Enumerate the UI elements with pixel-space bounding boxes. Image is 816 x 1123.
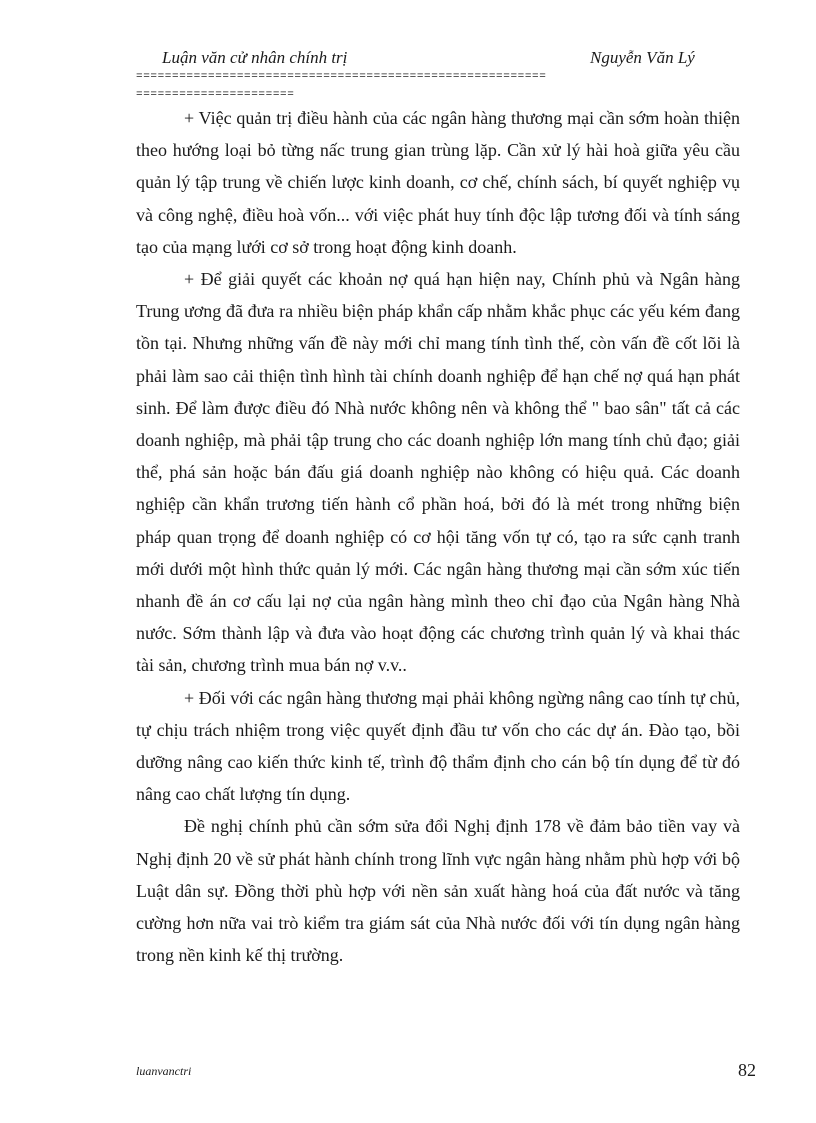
page-footer	[136, 1060, 756, 1084]
header-title: Luận văn cử nhân chính trị	[162, 48, 348, 67]
page-number: 82	[738, 1060, 756, 1080]
paragraph-recommendation: Đề nghị chính phủ cần sớm sửa đổi Nghị định 178 về đảm bảo tiền vay và Nghị định 20 về sử phát hành chính trong lĩnh vực ngân hàng nhằm phù hợp với bộ Luật dân sự. Đồng thời phù hợp với nền sản xuất hàng hoá của đất nước và tăng cường hơn nữa vai trò kiểm tra giám sát của Nhà nước đối với tín dụng ngân hàng trong nền kinh kế thị trường.	[136, 816, 740, 966]
header-divider-line-2: ======================	[136, 89, 295, 101]
paragraph-overdue-debt: + Để giải quyết các khoản nợ quá hạn hiện nay, Chính phủ và Ngân hàng Trung ương đã đưa ra nhiều biện pháp khẩn cấp nhằm khắc phục các yếu kém đang tồn tại. Nhưng những vấn đề này mới chỉ mang tính tình thế, còn vấn đề cốt lõi là phải làm sao cải thiện tình hình tài chính doanh nghiệp để hạn chế nợ quá hạn phát sinh. Để làm được điều đó Nhà nước không nên và không thể " bao sân" tất cả các doanh nghiệp, mà phải tập trung cho các doanh nghiệp lớn mang tính chủ đạo; giải thể, phá sản hoặc bán đấu giá doanh nghiệp nào không có hiệu quả. Các doanh nghiệp cần khẩn trương tiến hành cổ phần hoá, bởi đó là mét trong những biện pháp quan trọng để doanh nghiệp có cơ hội tăng vốn tự có, tạo ra sức cạnh tranh mới dưới một hình thức quản lý mới. Các ngân hàng thương mại cần sớm xúc tiến nhanh đề án cơ cấu lại nợ của ngân hàng mình theo chỉ đạo của Ngân hàng Nhà nước. Sớm thành lập và đưa vào hoạt động các chương trình quản lý và khai thác tài sản, chương trình mua bán nợ v.v..	[136, 269, 740, 676]
header-divider-line-1: =========================================================	[136, 71, 547, 83]
header-author: Nguyễn Văn Lý	[590, 48, 695, 67]
footer-source: luanvanctri	[136, 1064, 192, 1078]
paragraph-management: + Việc quản trị điều hành của các ngân hàng thương mại cần sớm hoàn thiện theo hướng loại bỏ từng nấc trung gian trùng lặp. Cần xử lý hài hoà giữa yêu cầu quản lý tập trung về chiến lược kinh doanh, cơ chế, chính sách, bí quyết nghiệp vụ và công nghệ, điều hoà vốn... với việc phát huy tính độc lập tương đối và tính sáng tạo của mạng lưới cơ sở trong hoạt động kinh doanh.	[136, 108, 740, 257]
paragraph-commercial-banks: + Đối với các ngân hàng thương mại phải không ngừng nâng cao tính tự chủ, tự chịu trách nhiệm trong việc quyết định đầu tư vốn cho các dự án. Đào tạo, bồi dưỡng nâng cao kiến thức kinh tế, trình độ thẩm định cho cán bộ tín dụng để từ đó nâng cao chất lượng tín dụng.	[136, 687, 740, 805]
body-text	[136, 102, 740, 971]
